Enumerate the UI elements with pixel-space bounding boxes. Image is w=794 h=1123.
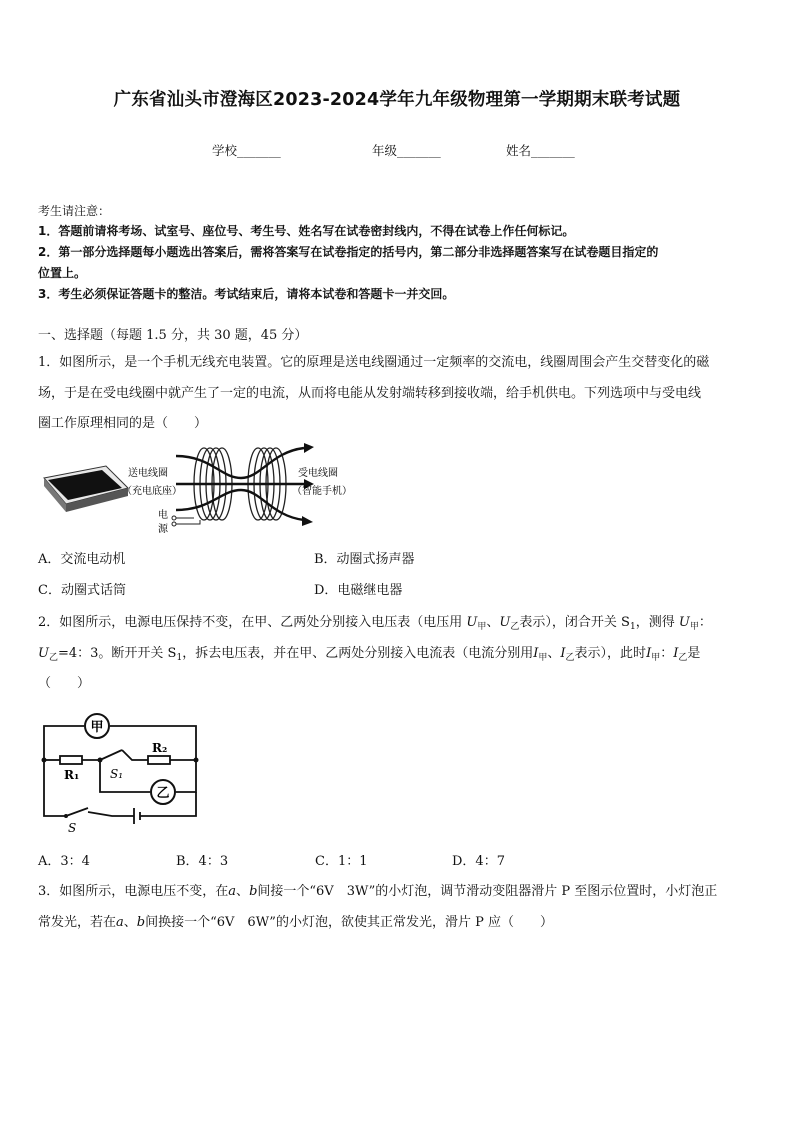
option-d[interactable]: D．电磁继电器 (314, 583, 403, 598)
question-text: 场，于是在受电线圈中就产生了一定的电流，从而将电能从发射端转移到接收端，给手机供电。下列选项中与受电线 (38, 386, 702, 401)
notice-heading: 考生请注意： (38, 204, 111, 218)
power-leads (172, 516, 200, 526)
label-r1: R₁ (64, 768, 80, 782)
question-text: $U_乙=4$：3。断开开关 $S_1$，拆去电压表，并在甲、乙两处分别接入电流表（电流分别用$I_甲$、$I_乙$表示），此时$I_甲$：$I_乙$是 (38, 646, 701, 663)
svg-text:甲: 甲 (90, 720, 104, 735)
page-title: 广东省汕头市澄海区2023-2024学年九年级物理第一学期期末联考试题 (113, 90, 681, 110)
school-field: 学校_______ (212, 143, 281, 158)
grade-field: 年级_______ (372, 143, 441, 158)
option-c[interactable]: C．1：1 (315, 854, 368, 869)
phone-image (44, 466, 128, 512)
notice-line: 3．考生必须保证答题卡的整洁。考试结束后，请将本试卷和答题卡一并交回。 (38, 287, 455, 301)
meter-yi (151, 780, 175, 804)
label-charging-base: （充电底座） (122, 486, 182, 497)
notice-line: 2．第一部分选择题每小题选出答案后，需将答案写在试卷指定的括号内，第二部分非选择题答案写在试卷题目指定的 (38, 245, 659, 259)
option-c[interactable]: C．动圈式话筒 (38, 583, 126, 598)
label-smartphone: （智能手机） (292, 486, 352, 497)
option-d[interactable]: D．4：7 (452, 854, 505, 869)
label-receive-coil: 受电线圈 (298, 468, 338, 479)
question-text: 圈工作原理相同的是（ ） (38, 416, 208, 431)
svg-text:乙: 乙 (156, 786, 170, 801)
circuit-diagram (38, 712, 208, 834)
option-b[interactable]: B．动圈式扬声器 (314, 552, 415, 567)
label-power: 电 (158, 510, 168, 521)
label-r2: R₂ (152, 741, 168, 755)
question-text: 常发光，若在a、b间换接一个“6V 6W”的小灯泡，欲使其正常发光，滑片 P 应（ ） (38, 915, 553, 930)
label-power: 源 (158, 524, 168, 535)
label-s1: S₁ (110, 767, 124, 781)
question-text: 2．如图所示，电源电压保持不变，在甲、乙两处分别接入电压表（电压用 $U_甲$、$U_乙$表示），闭合开关 $S_1$，测得 $U_甲$： (38, 615, 712, 632)
section-heading: 一、选择题（每题 1.5 分，共 30 题，45 分） (38, 328, 308, 343)
meter-jia (85, 714, 109, 738)
name-field: 姓名_______ (506, 143, 575, 158)
option-a[interactable]: A．3：4 (38, 854, 90, 869)
option-a[interactable]: A．交流电动机 (38, 552, 126, 567)
notice-line: 1．答题前请将考场、试室号、座位号、考生号、姓名写在试卷密封线内，不得在试卷上作任何标记。 (38, 224, 575, 238)
magnetic-field-lines (176, 448, 304, 520)
wireless-charging-figure (36, 438, 366, 538)
question-text: 1．如图所示，是一个手机无线充电装置。它的原理是送电线圈通过一定频率的交流电，线圈周围会产生交替变化的磁 (38, 355, 710, 370)
label-s: S (68, 821, 77, 834)
question-text: 3．如图所示，电源电压不变，在a、b间接一个“6V 3W”的小灯泡，调节滑动变阻器滑片 P 至图示位置时，小灯泡正 (38, 884, 718, 899)
notice-line: 位置上。 (38, 266, 87, 280)
option-b[interactable]: B．4：3 (176, 854, 229, 869)
label-send-coil: 送电线圈 (128, 468, 168, 479)
question-text: （ ） (38, 676, 91, 691)
